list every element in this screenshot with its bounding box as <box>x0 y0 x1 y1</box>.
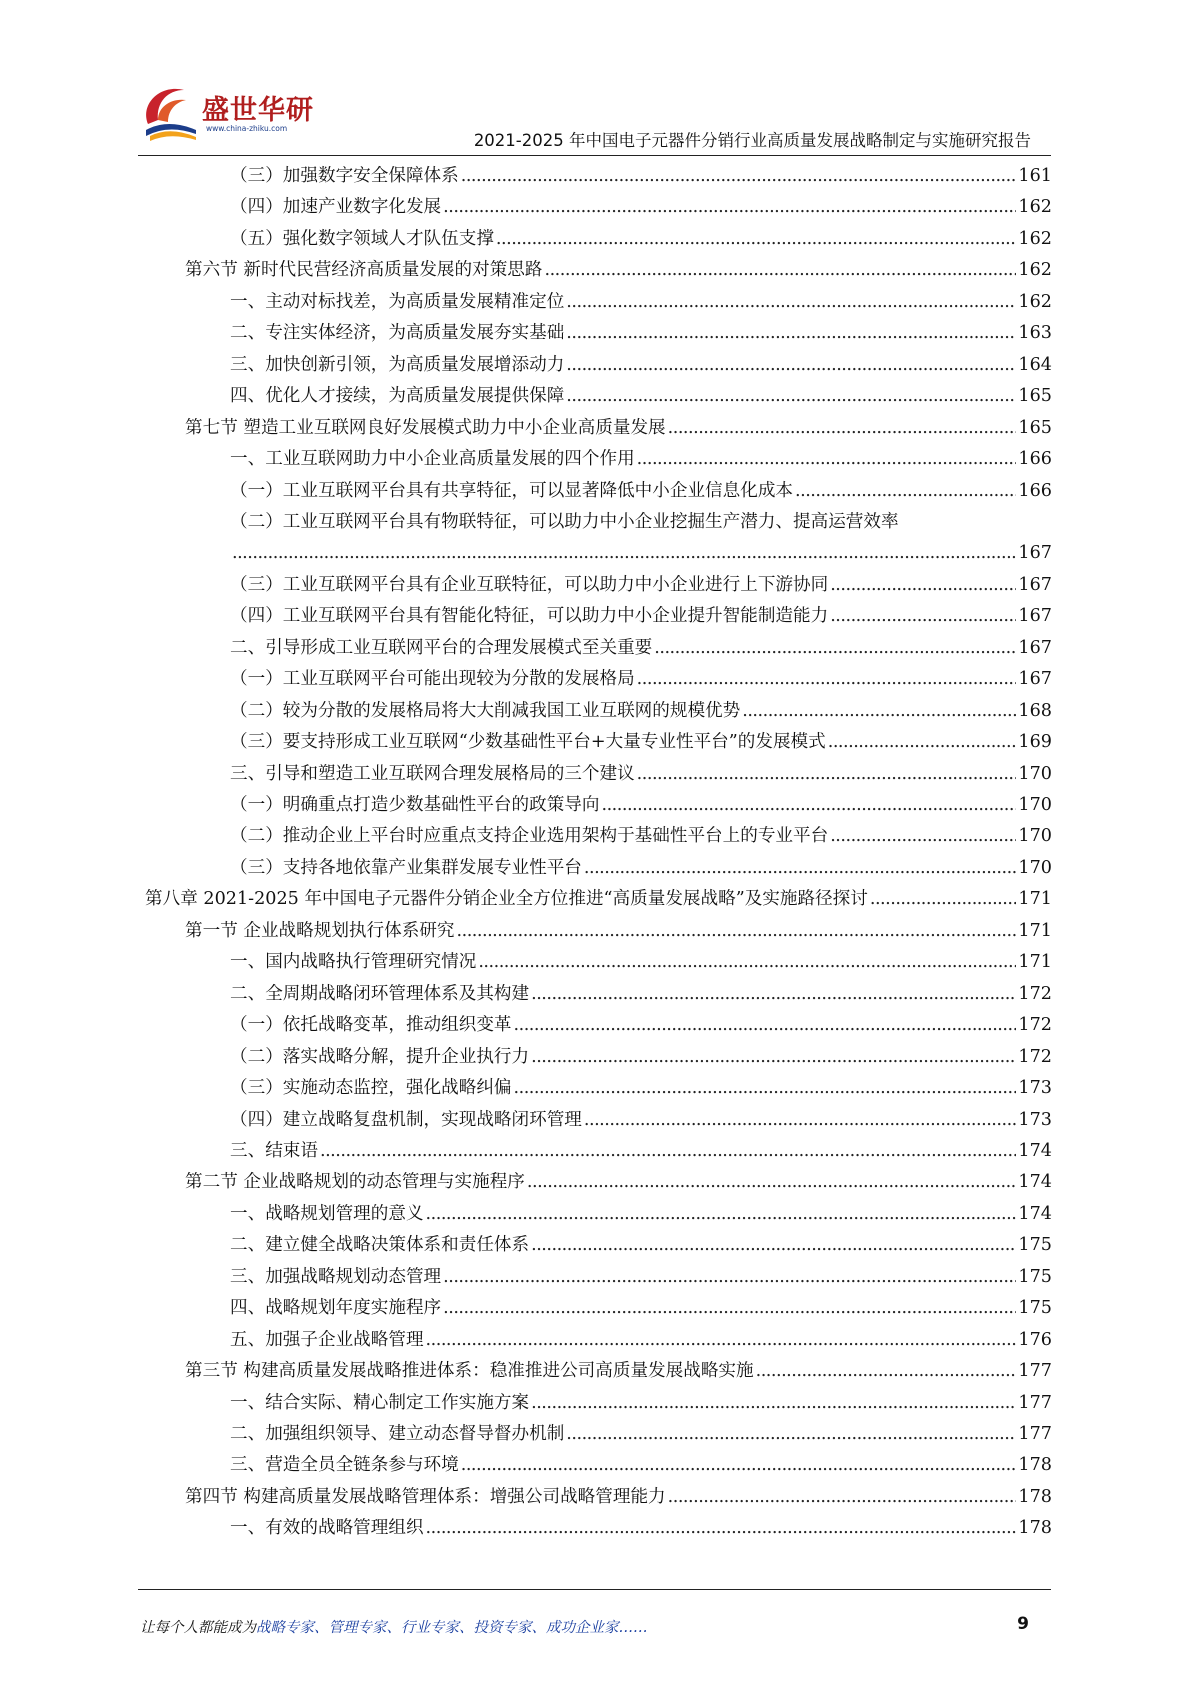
toc-entry-label: （四）建立战略复盘机制，实现战略闭环管理 <box>230 1109 582 1130</box>
toc-leader-dots <box>742 696 1016 727</box>
toc-entry-label: 五、加强子企业战略管理 <box>230 1329 424 1350</box>
toc-entry-page: 172 <box>1018 983 1052 1004</box>
toc-entry-label: （三）实施动态监控，强化战略纠偏 <box>230 1078 512 1099</box>
toc-entry[interactable] <box>230 1388 1052 1419</box>
toc-entry-page: 162 <box>1018 260 1052 281</box>
toc-entry-label: 第一节 企业战略规划执行体系研究 <box>185 920 455 941</box>
toc-entry-page: 175 <box>1018 1266 1052 1287</box>
toc-leader-dots <box>566 318 1016 349</box>
toc-entry[interactable] <box>145 884 1052 915</box>
toc-entry-page: 162 <box>1018 228 1052 249</box>
toc-entry-label: 二、建立健全战略决策体系和责任体系 <box>230 1235 530 1256</box>
toc-entry-page: 171 <box>1018 952 1052 973</box>
toc-entry-label: 第二节 企业战略规划的动态管理与实施程序 <box>185 1172 525 1193</box>
toc-entry[interactable] <box>230 1450 1052 1481</box>
toc-entry-label: 一、国内战略执行管理研究情况 <box>230 952 477 973</box>
toc-entry-page: 178 <box>1018 1518 1052 1539</box>
toc-leader-dots <box>461 161 1017 192</box>
company-logo <box>138 80 318 154</box>
toc-entry-page: 163 <box>1018 323 1052 344</box>
toc-entry-page: 162 <box>1018 197 1052 218</box>
slogan-prefix: 让每个人都能成为 <box>140 1620 256 1636</box>
toc-entry-page: 175 <box>1018 1235 1052 1256</box>
brand-url: www.china-zhiku.com <box>206 124 288 133</box>
toc-entry[interactable] <box>230 1262 1052 1293</box>
toc-entry-page: 167 <box>1018 669 1052 690</box>
toc-leader-dots <box>830 821 1016 852</box>
page-number: 9 <box>1017 1614 1029 1634</box>
toc-entry[interactable] <box>230 1513 1052 1544</box>
toc-entry-label: （一）依托战略变革，推动组织变革 <box>230 1015 512 1036</box>
toc-leader-dots <box>584 853 1017 884</box>
toc-leader-dots <box>830 570 1016 601</box>
toc-entry[interactable] <box>230 1010 1052 1041</box>
toc-entry-label: 三、营造全员全链条参与环境 <box>230 1455 459 1476</box>
toc-entry-page: 167 <box>1018 543 1052 564</box>
toc-entry[interactable] <box>230 790 1052 821</box>
toc-entry-page: 164 <box>1018 354 1052 375</box>
toc-entry[interactable] <box>230 538 1052 569</box>
toc-entry[interactable] <box>230 1419 1052 1450</box>
toc-entry[interactable] <box>230 1199 1052 1230</box>
toc-entry-page: 166 <box>1018 480 1052 501</box>
toc-entry[interactable] <box>230 1136 1052 1167</box>
slogan-highlight: 战略专家、管理专家、行业专家、投资专家、成功企业家…… <box>256 1620 648 1636</box>
toc-leader-dots <box>457 916 1017 947</box>
footer-slogan <box>140 1616 648 1637</box>
toc-entry[interactable] <box>230 821 1052 852</box>
toc-entry[interactable] <box>230 727 1052 758</box>
toc-entry-label: 三、结束语 <box>230 1140 318 1161</box>
toc-entry-label: （一）工业互联网平台具有共享特征，可以显著降低中小企业信息化成本 <box>230 480 794 501</box>
header-divider <box>138 155 1051 156</box>
toc-entry[interactable] <box>230 224 1052 255</box>
toc-entry-page: 177 <box>1018 1392 1052 1413</box>
toc-leader-dots <box>830 601 1016 632</box>
toc-leader-dots <box>668 413 1017 444</box>
toc-entry[interactable] <box>230 601 1052 632</box>
toc-entry-label: （五）强化数字领域人才队伍支撑 <box>230 228 494 249</box>
toc-entry-page: 166 <box>1018 449 1052 470</box>
toc-entry-page: 170 <box>1018 763 1052 784</box>
toc-entry[interactable] <box>185 413 1052 444</box>
toc-entry-label: （三）要支持形成工业互联网“少数基础性平台+大量专业性平台”的发展模式 <box>230 732 826 753</box>
toc-entry-page: 170 <box>1018 826 1052 847</box>
toc-entry[interactable] <box>230 1325 1052 1356</box>
toc-entry-page: 176 <box>1018 1329 1052 1350</box>
toc-leader-dots <box>443 192 1016 223</box>
toc-entry[interactable] <box>230 759 1052 790</box>
toc-entry-label: （二）推动企业上平台时应重点支持企业选用架构于基础性平台上的专业平台 <box>230 826 829 847</box>
toc-leader-dots <box>566 381 1016 412</box>
toc-entry[interactable] <box>230 947 1052 978</box>
toc-entry[interactable] <box>185 916 1052 947</box>
toc-entry[interactable] <box>230 570 1052 601</box>
toc-entry[interactable] <box>230 192 1052 223</box>
toc-entry-page: 169 <box>1018 732 1052 753</box>
toc-entry-label: 一、战略规划管理的意义 <box>230 1203 424 1224</box>
toc-entry[interactable] <box>230 1073 1052 1104</box>
toc-entry-label: （四）工业互联网平台具有智能化特征，可以助力中小企业提升智能制造能力 <box>230 606 829 627</box>
toc-leader-dots <box>531 1042 1016 1073</box>
toc-leader-dots <box>654 633 1016 664</box>
toc-leader-dots <box>531 1388 1016 1419</box>
toc-entry-label: （一）工业互联网平台可能出现较为分散的发展格局 <box>230 669 635 690</box>
toc-leader-dots <box>584 1105 1017 1136</box>
toc-leader-dots <box>531 1230 1016 1261</box>
toc-entry-page: 172 <box>1018 1046 1052 1067</box>
toc-leader-dots <box>637 444 1017 475</box>
toc-entry-page: 178 <box>1018 1455 1052 1476</box>
logo-emblem-icon <box>138 80 204 146</box>
toc-entry[interactable] <box>230 1042 1052 1073</box>
toc-entry-page: 174 <box>1018 1203 1052 1224</box>
toc-entry-label: （三）加强数字安全保障体系 <box>230 166 459 186</box>
toc-leader-dots <box>756 1356 1017 1387</box>
toc-entry-page: 172 <box>1018 1015 1052 1036</box>
toc-entry-label: 二、引导形成工业互联网平台的合理发展模式至关重要 <box>230 637 653 658</box>
toc-entry-page: 178 <box>1018 1486 1052 1507</box>
toc-entry-label: 一、主动对标找差，为高质量发展精准定位 <box>230 291 565 312</box>
toc-leader-dots <box>320 1136 1016 1167</box>
toc-entry[interactable] <box>230 979 1052 1010</box>
toc-entry-page: 167 <box>1018 606 1052 627</box>
toc-entry[interactable] <box>230 1230 1052 1261</box>
toc-entry-label: （三）工业互联网平台具有企业互联特征，可以助力中小企业进行上下游协同 <box>230 574 829 595</box>
toc-entry[interactable] <box>230 633 1052 664</box>
toc-leader-dots <box>496 224 1016 255</box>
toc-leader-dots <box>795 476 1016 507</box>
toc-leader-dots <box>828 727 1017 758</box>
toc-entry-page: 177 <box>1018 1361 1052 1382</box>
toc-entry-page: 173 <box>1018 1078 1052 1099</box>
toc-leader-dots <box>566 287 1016 318</box>
toc-entry[interactable] <box>185 1356 1052 1387</box>
toc-leader-dots <box>426 1199 1017 1230</box>
toc-leader-dots <box>637 759 1017 790</box>
toc-entry[interactable] <box>230 1105 1052 1136</box>
toc-entry-label: 一、工业互联网助力中小企业高质量发展的四个作用 <box>230 449 635 470</box>
toc-entry[interactable] <box>230 287 1052 318</box>
toc-entry-label: 三、加强战略规划动态管理 <box>230 1266 442 1287</box>
toc-entry[interactable] <box>230 381 1052 412</box>
toc-entry-label: （四）加速产业数字化发展 <box>230 197 442 218</box>
toc-leader-dots <box>478 947 1016 978</box>
toc-entry[interactable] <box>230 350 1052 381</box>
toc-entry-page: 171 <box>1018 889 1052 910</box>
toc-entry[interactable] <box>230 664 1052 695</box>
toc-leader-dots <box>566 1419 1016 1450</box>
toc-entry-page: 171 <box>1018 920 1052 941</box>
toc-entry[interactable] <box>230 444 1052 475</box>
toc-leader-dots <box>514 1073 1017 1104</box>
toc-entry-page: 168 <box>1018 700 1052 721</box>
toc-entry[interactable] <box>230 318 1052 349</box>
toc-entry-label: （二）落实战略分解，提升企业执行力 <box>230 1046 530 1067</box>
toc-entry-label: 二、全周期战略闭环管理体系及其构建 <box>230 983 530 1004</box>
toc-entry[interactable] <box>185 1482 1052 1513</box>
toc-leader-dots <box>443 1262 1016 1293</box>
toc-leader-dots <box>232 538 1016 569</box>
toc-entry-label: （二）较为分散的发展格局将大大削减我国工业互联网的规模优势 <box>230 700 741 721</box>
toc-entry-label: 第四节 构建高质量发展战略管理体系：增强公司战略管理能力 <box>185 1486 666 1507</box>
toc-leader-dots <box>601 790 1016 821</box>
toc-entry-label: 三、加快创新引领，为高质量发展增添动力 <box>230 354 565 375</box>
toc-entry[interactable] <box>230 507 1052 538</box>
toc-entry-page: 170 <box>1018 857 1052 878</box>
toc-leader-dots <box>461 1450 1017 1481</box>
toc-entry-label: 第六节 新时代民营经济高质量发展的对策思路 <box>185 260 543 281</box>
toc-leader-dots <box>426 1325 1017 1356</box>
toc-leader-dots <box>426 1513 1017 1544</box>
toc-entry[interactable] <box>185 1167 1052 1198</box>
toc-leader-dots <box>514 1010 1017 1041</box>
toc-entry[interactable] <box>185 255 1052 286</box>
brand-name: 盛世华研 <box>202 95 314 126</box>
toc-entry-page: 170 <box>1018 795 1052 815</box>
toc-entry-page: 167 <box>1018 637 1052 658</box>
toc-entry-label: 四、优化人才接续，为高质量发展提供保障 <box>230 386 565 407</box>
toc-leader-dots <box>637 664 1017 695</box>
toc-leader-dots <box>870 884 1017 915</box>
toc-entry-label: （一）明确重点打造少数基础性平台的政策导向 <box>230 795 600 815</box>
toc-entry-label: 一、有效的战略管理组织 <box>230 1518 424 1539</box>
toc-entry-label: 三、引导和塑造工业互联网合理发展格局的三个建议 <box>230 763 635 784</box>
toc-leader-dots <box>527 1167 1017 1198</box>
footer-divider <box>138 1589 1051 1590</box>
toc-entry-page: 174 <box>1018 1140 1052 1161</box>
toc-entry-label: （二）工业互联网平台具有物联特征，可以助力中小企业挖掘生产潜力、提高运营效率 <box>230 511 899 532</box>
toc-entry-label: 一、结合实际、精心制定工作实施方案 <box>230 1392 530 1413</box>
toc-entry-page: 165 <box>1018 386 1052 407</box>
toc-entry-page: 175 <box>1018 1298 1052 1319</box>
report-title: 2021-2025 年中国电子元器件分销行业高质量发展战略制定与实施研究报告 <box>473 131 1031 150</box>
toc-leader-dots <box>531 979 1016 1010</box>
toc-entry[interactable] <box>230 853 1052 884</box>
toc-leader-dots <box>566 350 1016 381</box>
toc-entry-page: 165 <box>1018 417 1052 438</box>
toc-entry-label: 第八章 2021-2025 年中国电子元器件分销企业全方位推进“高质量发展战略”及实施路径探讨 <box>145 889 868 910</box>
toc-entry-label: 二、专注实体经济，为高质量发展夯实基础 <box>230 323 565 344</box>
toc-entry[interactable] <box>230 1293 1052 1324</box>
toc-entry-page: 173 <box>1018 1109 1052 1130</box>
toc-entry-label: 二、加强组织领导、建立动态督导督办机制 <box>230 1424 565 1444</box>
toc-entry-page: 162 <box>1018 291 1052 312</box>
toc-entry[interactable] <box>230 161 1052 192</box>
toc-entry-page: 174 <box>1018 1172 1052 1193</box>
toc-entry-label: （三）支持各地依靠产业集群发展专业性平台 <box>230 857 582 878</box>
toc-leader-dots <box>668 1482 1017 1513</box>
toc-leader-dots <box>443 1293 1016 1324</box>
toc-entry-page: 177 <box>1018 1424 1052 1444</box>
toc-entry[interactable] <box>230 696 1052 727</box>
toc-entry-label: 四、战略规划年度实施程序 <box>230 1298 442 1319</box>
toc-entry-label: 第七节 塑造工业互联网良好发展模式助力中小企业高质量发展 <box>185 417 666 438</box>
toc-entry-label: 第三节 构建高质量发展战略推进体系：稳准推进公司高质量发展战略实施 <box>185 1361 754 1382</box>
toc-entry-page: 161 <box>1018 166 1052 186</box>
toc-entry-page: 167 <box>1018 574 1052 595</box>
toc-leader-dots <box>544 255 1016 286</box>
toc-entry[interactable] <box>230 476 1052 507</box>
